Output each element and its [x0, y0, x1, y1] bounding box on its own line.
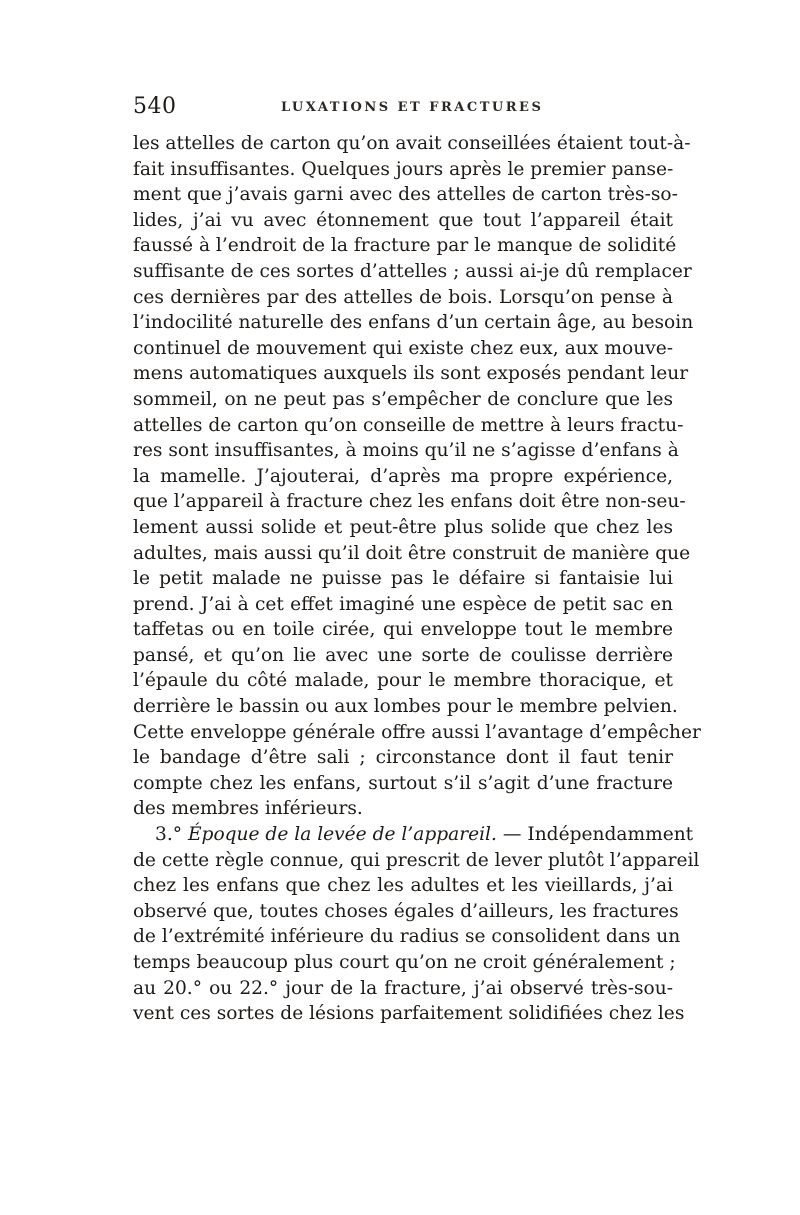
- text-line: continuel de mouvement qui existe chez eux, aux mouve-: [133, 337, 673, 359]
- text-line: Cette enveloppe générale offre aussi l’avantage d’empêcher: [133, 721, 701, 743]
- text-line: lement aussi solide et peut-être plus solide que chez les: [133, 516, 673, 538]
- running-title: LUXATIONS ET FRACTURES: [281, 100, 544, 115]
- text-line: adultes, mais aussi qu’il doit être construit de manière que: [133, 542, 691, 564]
- text-line: l’épaule du côté malade, pour le membre thoracique, et: [133, 670, 673, 692]
- text-line: compte chez les enfans, surtout s’il s’agit d’une fracture: [133, 772, 673, 794]
- text-line: temps beaucoup plus court qu’on ne croit généralement ;: [133, 952, 676, 973]
- text-line: ment que j’avais garni avec des attelles de carton très-so-: [133, 184, 678, 206]
- text-line: que l’appareil à fracture chez les enfans doit être non-seu-: [133, 491, 686, 513]
- text-line: de l’extrémité inférieure du radius se consolident dans un: [133, 926, 681, 948]
- section-first-line-text: — Indépendamment: [502, 824, 694, 846]
- text-line: l’indocilité naturelle des enfans d’un certain âge, au besoin: [133, 312, 694, 334]
- text-line: sommeil, on ne peut pas s’empêcher de conclure que les: [133, 388, 673, 410]
- text-line: ces dernières par des attelles de bois. Lorsqu’on pense à: [133, 286, 673, 308]
- page-header: [133, 94, 673, 124]
- text-line: vent ces sortes de lésions parfaitement solidifiées chez les: [133, 1003, 685, 1025]
- text-line: les attelles de carton qu’on avait conseillées étaient tout-à-: [133, 133, 691, 154]
- text-line: mens automatiques auxquels ils sont exposés pendant leur: [133, 363, 689, 385]
- page-number: 540: [133, 94, 177, 119]
- text-line: fait insuffisantes. Quelques jours après le premier panse-: [133, 158, 674, 180]
- text-line: au 20.° ou 22.° jour de la fracture, j’ai observé très-sou-: [133, 977, 673, 999]
- text-line: prend. J’ai à cet effet imaginé une espèce de petit sac en: [133, 593, 673, 615]
- text-line: pansé, et qu’on lie avec une sorte de coulisse derrière: [133, 644, 673, 666]
- text-line: taffetas ou en toile cirée, qui enveloppe tout le membre: [133, 619, 673, 641]
- text-line: lides, j’ai vu avec étonnement que tout l’appareil était: [133, 209, 673, 231]
- text-line: res sont insuffisantes, à moins qu’il ne s’agisse d’enfans à: [133, 440, 679, 462]
- text-line: la mamelle. J’ajouterai, d’après ma propre expérience,: [133, 465, 673, 487]
- section-heading-line: [133, 822, 694, 848]
- text-line: le bandage d’être sali ; circonstance dont il faut tenir: [133, 747, 673, 769]
- text-line: attelles de carton qu’on conseille de mettre à leurs fractu-: [133, 414, 684, 436]
- text-line: chez les enfans que chez les adultes et les vieillards, j’ai: [133, 875, 673, 897]
- text-line: suffisante de ces sortes d’attelles ; aussi ai-je dû remplacer: [133, 260, 692, 282]
- body-text: [133, 131, 701, 1027]
- text-line: faussé à l’endroit de la fracture par le manque de solidité: [133, 235, 677, 257]
- section-number: 3.°: [155, 824, 183, 846]
- section-heading: Époque de la levée de l’appareil.: [187, 824, 497, 846]
- text-line: des membres inférieurs.: [133, 798, 363, 820]
- text-line: de cette règle connue, qui prescrit de lever plutôt l’appareil: [133, 849, 700, 871]
- text-line: observé que, toutes choses égales d’ailleurs, les fractures: [133, 900, 679, 922]
- text-line: le petit malade ne puisse pas le défaire si fantaisie lui: [133, 568, 673, 590]
- text-line: derrière le bassin ou aux lombes pour le membre pelvien.: [133, 696, 678, 718]
